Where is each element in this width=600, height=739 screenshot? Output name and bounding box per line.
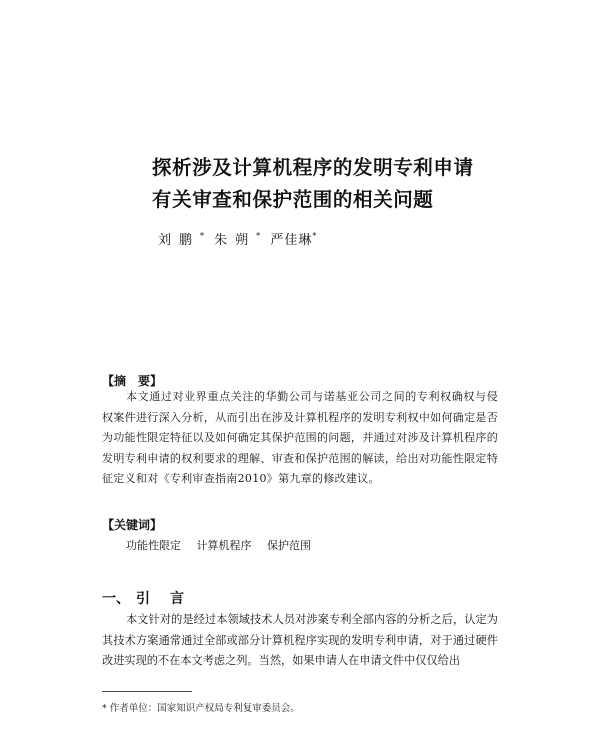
author-mark: * (256, 231, 261, 241)
footnote-divider (102, 691, 192, 692)
keywords-label: 【关键词】 (102, 518, 163, 532)
body-paragraph: 本文针对的是经过本领域技术人员对涉案专利全部内容的分析之后，认定为其技术方案通常通过全部或部分计算机程序实现的发明专利申请，对于通过硬件改进实现的不在本文考虑之列。当然，如果申请人在申请文件中仅仅给出 (102, 613, 498, 667)
author-name: 严佳琳 (270, 233, 313, 248)
title-line-2: 有关审查和保护范围的相关问题 (152, 188, 434, 211)
author-mark: * (312, 231, 317, 241)
keyword-item: 计算机程序 (196, 539, 252, 552)
abstract-label: 【摘 要】 (102, 374, 163, 388)
abstract-text: 本文通过对业界重点关注的华勤公司与诺基亚公司之间的专利权确权与侵权案件进行深入分析，从而引出在涉及计算机程序的发明专利权中如何确定是否为功能性限定特征以及如何确定其保护范围的问题，并通过对涉及计算机程序的发明专利申请的权利要求的理解、审查和保护范围的解读，给出对功能性限定特征定义和对《专利审查指南2010》第九章的修改建议。 (102, 390, 498, 485)
author-mark: * (200, 231, 205, 241)
footnote: * 作者单位：国家知识产权局专利复审委员会。 (102, 703, 300, 714)
author-name: 朱朔 (214, 233, 257, 248)
author-2 (214, 229, 260, 248)
author-name: 刘鹏 (158, 233, 201, 248)
section-title: 引言 (136, 591, 204, 607)
title-line-1: 探析涉及计算机程序的发明专利申请 (152, 156, 474, 179)
keyword-item: 功能性限定 (126, 539, 181, 552)
keyword-list (126, 537, 311, 553)
keyword-item: 保护范围 (267, 539, 311, 552)
section-number: 一、 (102, 591, 130, 607)
section-heading (102, 588, 204, 608)
author-3 (270, 229, 316, 248)
author-list (158, 229, 316, 248)
author-1 (158, 229, 204, 248)
